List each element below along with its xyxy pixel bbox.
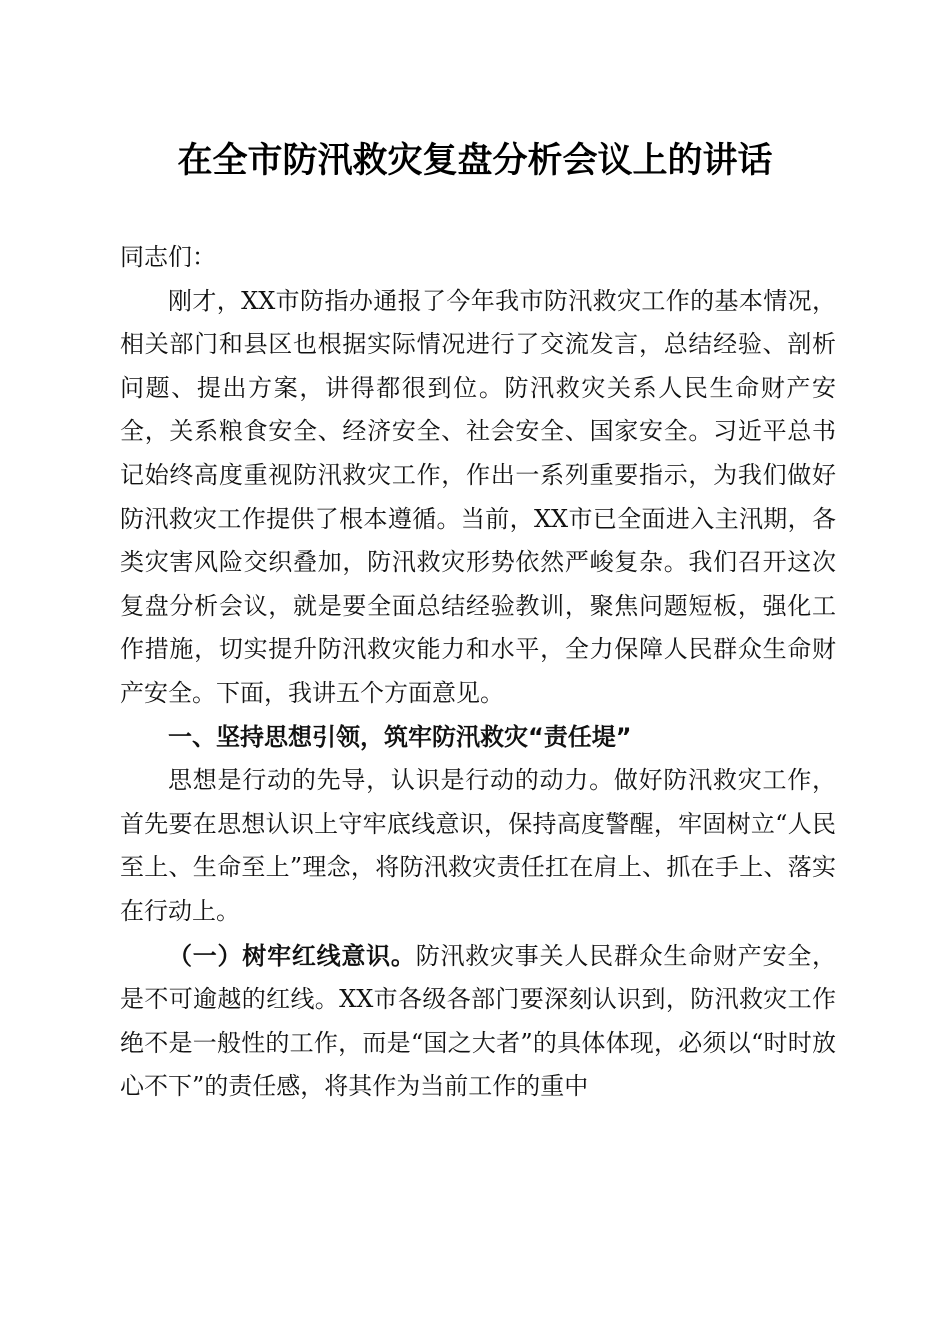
document-body: [120, 236, 836, 1109]
document-title: 在全市防汛救灾复盘分析会议上的讲话: [177, 140, 773, 181]
subsection-1-paragraph: [120, 934, 836, 1109]
section-1-paragraph: 思想是行动的先导，认识是行动的动力。做好防汛救灾工作，首先要在思想认识上守牢底线意识，保持高度警醒，牢固树立“人民至上、生命至上”理念，将防汛救灾责任扛在肩上、抓在手上、落实在行动上。: [120, 766, 836, 925]
salutation: 同志们：: [120, 243, 216, 271]
intro-paragraph: 刚才，XX市防指办通报了今年我市防汛救灾工作的基本情况，相关部门和县区也根据实际情况进行了交流发言，总结经验、剖析问题、提出方案，讲得都很到位。防汛救灾关系人民生命财产安全，关系粮食安全、经济安全、社会安全、国家安全。习近平总书记始终高度重视防汛救灾工作，作出一系列重要指示，为我们做好防汛救灾工作提供了根本遵循。当前，XX市已全面进入主汛期，各类灾害风险交织叠加，防汛救灾形势依然严峻复杂。我们召开这次复盘分析会议，就是要全面总结经验教训，聚焦问题短板，强化工作措施，切实提升防汛救灾能力和水平，全力保障人民群众生命财产安全。下面，我讲五个方面意见。: [120, 286, 836, 707]
subsection-1-text: 防汛救灾事关人民群众生命财产安全，是不可逾越的红线。XX市各级各部门要深刻认识到，防汛救灾工作绝不是一般性的工作，而是“国之大者”的具体体现，必须以“时时放心不下”的责任感，将其作为当前工作的重中: [120, 941, 837, 1101]
section-heading-1: 一、坚持思想引领，筑牢防汛救灾“责任堤”: [168, 722, 632, 751]
subsection-1-lead: （一）树牢红线意识。: [168, 940, 416, 970]
